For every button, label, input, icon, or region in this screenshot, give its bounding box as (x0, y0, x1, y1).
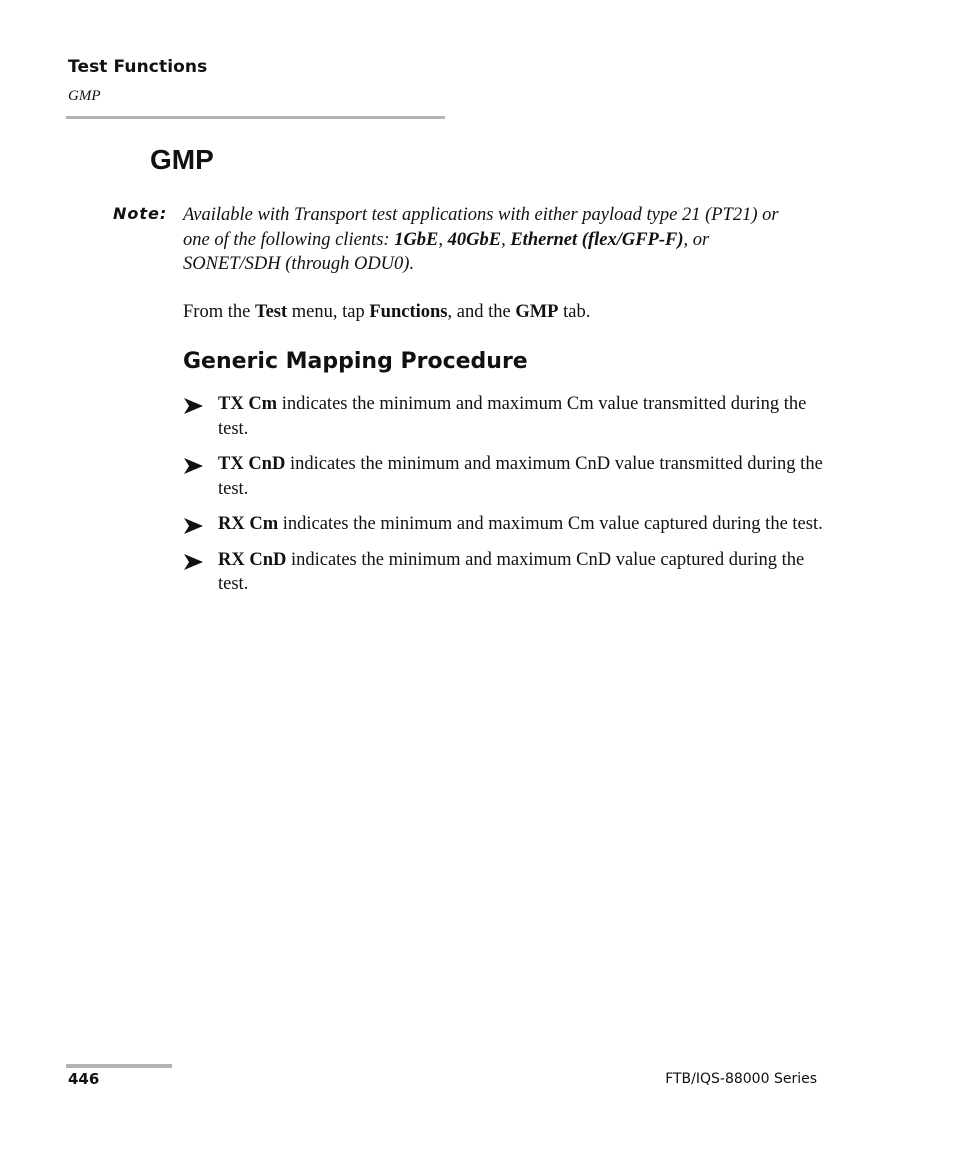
navigation-instruction (183, 300, 590, 325)
bullet-text: indicates the minimum and maximum CnD value captured during the test. (218, 549, 805, 594)
running-header-section: GMP (68, 88, 101, 104)
bullet-term: TX Cm (218, 394, 278, 414)
list-item (183, 452, 823, 501)
section-heading: Generic Mapping Procedure (183, 349, 528, 374)
product-series: FTB/IQS-88000 Series (665, 1071, 817, 1087)
client-ethernet: Ethernet (flex/GFP-F) (510, 229, 684, 250)
arrowhead-bullet-icon (184, 398, 203, 414)
list-item (183, 548, 823, 597)
footer-divider (66, 1064, 172, 1068)
header-divider (66, 116, 445, 119)
arrowhead-bullet-icon (184, 518, 203, 534)
instruction-text: , and the (447, 302, 516, 322)
field-description-list (183, 392, 823, 608)
note-text (183, 203, 783, 277)
bullet-term: TX CnD (218, 454, 286, 474)
note-label: Note: (113, 204, 168, 223)
running-header-title: Test Functions (68, 57, 208, 77)
note-text-part: Available with Transport test applications with either payload type 21 (PT21) or one of the following clients: (183, 205, 779, 250)
page-title: GMP (150, 144, 214, 175)
instruction-text: menu, tap (287, 302, 370, 322)
note-separator: , (438, 229, 448, 250)
bullet-text: indicates the minimum and maximum Cm value captured during the test. (278, 514, 823, 534)
bullet-text: indicates the minimum and maximum Cm value transmitted during the test. (218, 394, 807, 439)
list-item (183, 392, 823, 441)
bullet-term: RX Cm (218, 514, 279, 534)
client-40gbe: 40GbE (447, 229, 502, 250)
functions-item-ref: Functions (369, 302, 448, 322)
gmp-tab-ref: GMP (515, 302, 559, 322)
client-1gbe: 1GbE (394, 229, 439, 250)
instruction-text: From the (183, 302, 255, 322)
arrowhead-bullet-icon (184, 458, 203, 474)
note-separator: , (501, 229, 511, 250)
note-text-part: , or SONET/SDH (through ODU0). (183, 229, 710, 274)
bullet-term: RX CnD (218, 549, 287, 570)
list-item (183, 512, 823, 537)
test-menu-ref: Test (254, 302, 288, 322)
bullet-text: indicates the minimum and maximum CnD value transmitted during the test. (218, 454, 823, 499)
arrowhead-bullet-icon (184, 554, 203, 570)
instruction-text: tab. (558, 302, 591, 322)
page-number: 446 (68, 1070, 100, 1088)
